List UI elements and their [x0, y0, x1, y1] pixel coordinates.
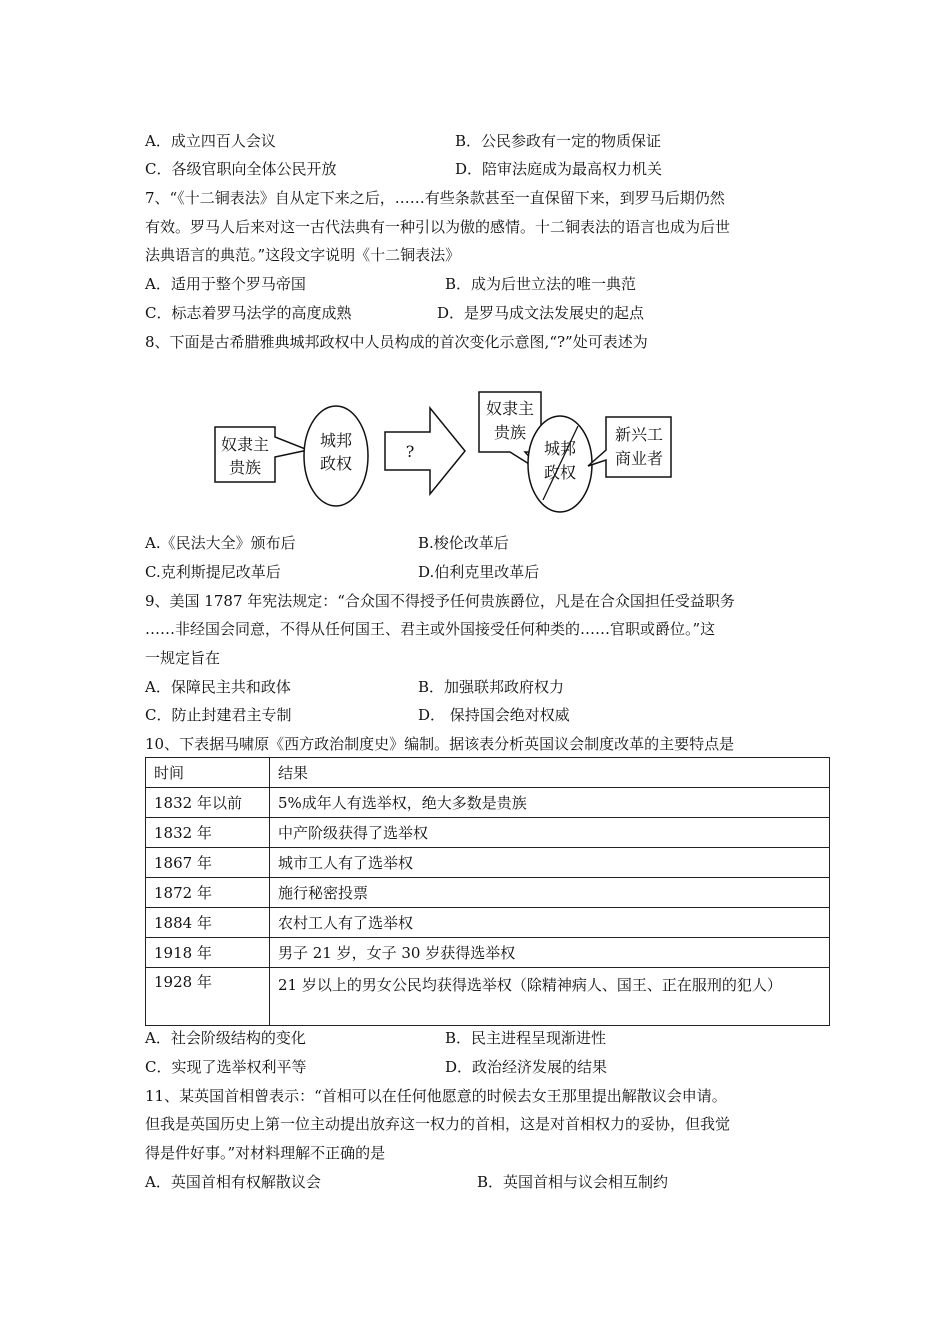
q11-stem-line-3: 得是件好事。”对材料理解不正确的是	[145, 1144, 386, 1162]
right-box-label-1: 新兴工	[614, 425, 664, 444]
table-row	[146, 878, 830, 908]
table-cell-result: 中产阶级获得了选举权	[270, 818, 830, 848]
q10-option-d: D．政治经济发展的结果	[445, 1058, 608, 1076]
right-circle-label-2: 政权	[543, 463, 577, 482]
q7-option-a: A．适用于整个罗马帝国	[145, 275, 306, 293]
table-row	[146, 848, 830, 878]
right-city-state-circle	[528, 416, 592, 512]
q10-option-b: B．民主进程呈现渐进性	[445, 1029, 607, 1047]
change-arrow	[385, 408, 465, 494]
arrow-question-mark: ?	[405, 442, 415, 461]
q9-option-a: A．保障民主共和政体	[145, 678, 291, 696]
q10-option-c: C．实现了选举权利平等	[145, 1058, 307, 1076]
table-cell-result: 5%成年人有选举权，绝大多数是贵族	[270, 788, 830, 818]
table-cell-time: 1918 年	[146, 938, 270, 968]
q10-option-a: A．社会阶级结构的变化	[145, 1029, 306, 1047]
table-cell-time: 1832 年以前	[146, 788, 270, 818]
q8-option-c: C.克利斯提尼改革后	[145, 563, 281, 581]
q9-option-b: B．加强联邦政府权力	[418, 678, 565, 696]
q9-stem-line-3: 一规定旨在	[145, 649, 221, 667]
q6-option-c: C．各级官职向全体公民开放	[145, 160, 337, 178]
table-row	[146, 938, 830, 968]
athens-power-diagram	[205, 382, 685, 522]
table-cell-time: 1872 年	[146, 878, 270, 908]
q9-option-d: D． 保持国会绝对权威	[418, 706, 570, 724]
q7-option-d: D．是罗马成文法发展史的起点	[437, 304, 645, 322]
suffrage-table	[145, 757, 830, 1026]
table-row	[146, 818, 830, 848]
table-cell-time: 1832 年	[146, 818, 270, 848]
left-nobles-box	[215, 427, 308, 482]
q9-stem-line-2: ……非经国会同意，不得从任何国王、君主或外国接受任何种类的……官职或爵位。”这	[145, 620, 716, 638]
right-merchants-box	[588, 417, 671, 477]
right-top-box-label-1: 奴隶主	[485, 399, 535, 418]
left-box-label-1: 奴隶主	[220, 435, 270, 454]
table-header-row	[146, 758, 830, 788]
q9-stem-line-1: 9、美国 1787 年宪法规定：“合众国不得授予任何贵族爵位，凡是在合众国担任受益职务	[145, 592, 735, 610]
q8-option-d: D.伯利克里改革后	[418, 563, 540, 581]
left-box-label-2: 贵族	[228, 458, 262, 477]
q8-option-b: B.梭伦改革后	[418, 534, 509, 552]
table-cell-time: 1884 年	[146, 908, 270, 938]
table-cell-time: 1867 年	[146, 848, 270, 878]
q7-option-b: B．成为后世立法的唯一典范	[445, 275, 637, 293]
right-top-box-label-2: 贵族	[493, 423, 527, 442]
q11-stem-line-1: 11、某英国首相曾表示：“首相可以在任何他愿意的时候去女王那里提出解散议会申请。	[145, 1087, 727, 1105]
table-cell-result: 施行秘密投票	[270, 878, 830, 908]
table-cell-result: 21 岁以上的男女公民均获得选举权（除精神病人、国王、正在服刑的犯人）	[270, 968, 830, 1026]
table-row	[146, 908, 830, 938]
table-cell-result: 男子 21 岁，女子 30 岁获得选举权	[270, 938, 830, 968]
table-header-time: 时间	[146, 758, 270, 788]
table-row	[146, 788, 830, 818]
q11-option-a: A．英国首相有权解散议会	[145, 1173, 321, 1191]
q9-option-c: C．防止封建君主专制	[145, 706, 292, 724]
q8-option-a: A.《民法大全》颁布后	[145, 534, 296, 552]
table-cell-time: 1928 年	[146, 968, 270, 1026]
table-header-result: 结果	[270, 758, 830, 788]
table-cell-result: 城市工人有了选举权	[270, 848, 830, 878]
q7-stem-line-3: 法典语言的典范。”这段文字说明《十二铜表法》	[145, 246, 461, 264]
q6-option-d: D．陪审法庭成为最高权力机关	[455, 160, 663, 178]
table-row	[146, 968, 830, 1026]
q6-option-a: A．成立四百人会议	[145, 132, 276, 150]
q6-option-b: B．公民参政有一定的物质保证	[455, 132, 662, 150]
q7-stem-line-2: 有效。罗马人后来对这一古代法典有一种引以为傲的感情。十二铜表法的语言也成为后世	[145, 218, 731, 236]
q7-option-c: C．标志着罗马法学的高度成熟	[145, 304, 352, 322]
q11-stem-line-2: 但我是英国历史上第一位主动提出放弃这一权力的首相，这是对首相权力的妥协，但我觉	[145, 1115, 731, 1133]
right-box-label-2: 商业者	[614, 449, 664, 468]
q8-stem: 8、下面是古希腊雅典城邦政权中人员构成的首次变化示意图,“?”处可表述为	[145, 333, 648, 351]
q7-stem-line-1: 7、“《十二铜表法》自从定下来之后，……有些条款甚至一直保留下来，到罗马后期仍然	[145, 189, 725, 207]
q10-stem: 10、下表据马啸原《西方政治制度史》编制。据该表分析英国议会制度改革的主要特点是	[145, 735, 735, 753]
left-circle-label-1: 城邦	[319, 431, 353, 450]
left-circle-label-2: 政权	[319, 454, 353, 473]
left-city-state-circle	[304, 406, 368, 506]
q11-option-b: B．英国首相与议会相互制约	[477, 1173, 669, 1191]
right-circle-label-1: 城邦	[543, 439, 577, 458]
table-cell-result: 农村工人有了选举权	[270, 908, 830, 938]
